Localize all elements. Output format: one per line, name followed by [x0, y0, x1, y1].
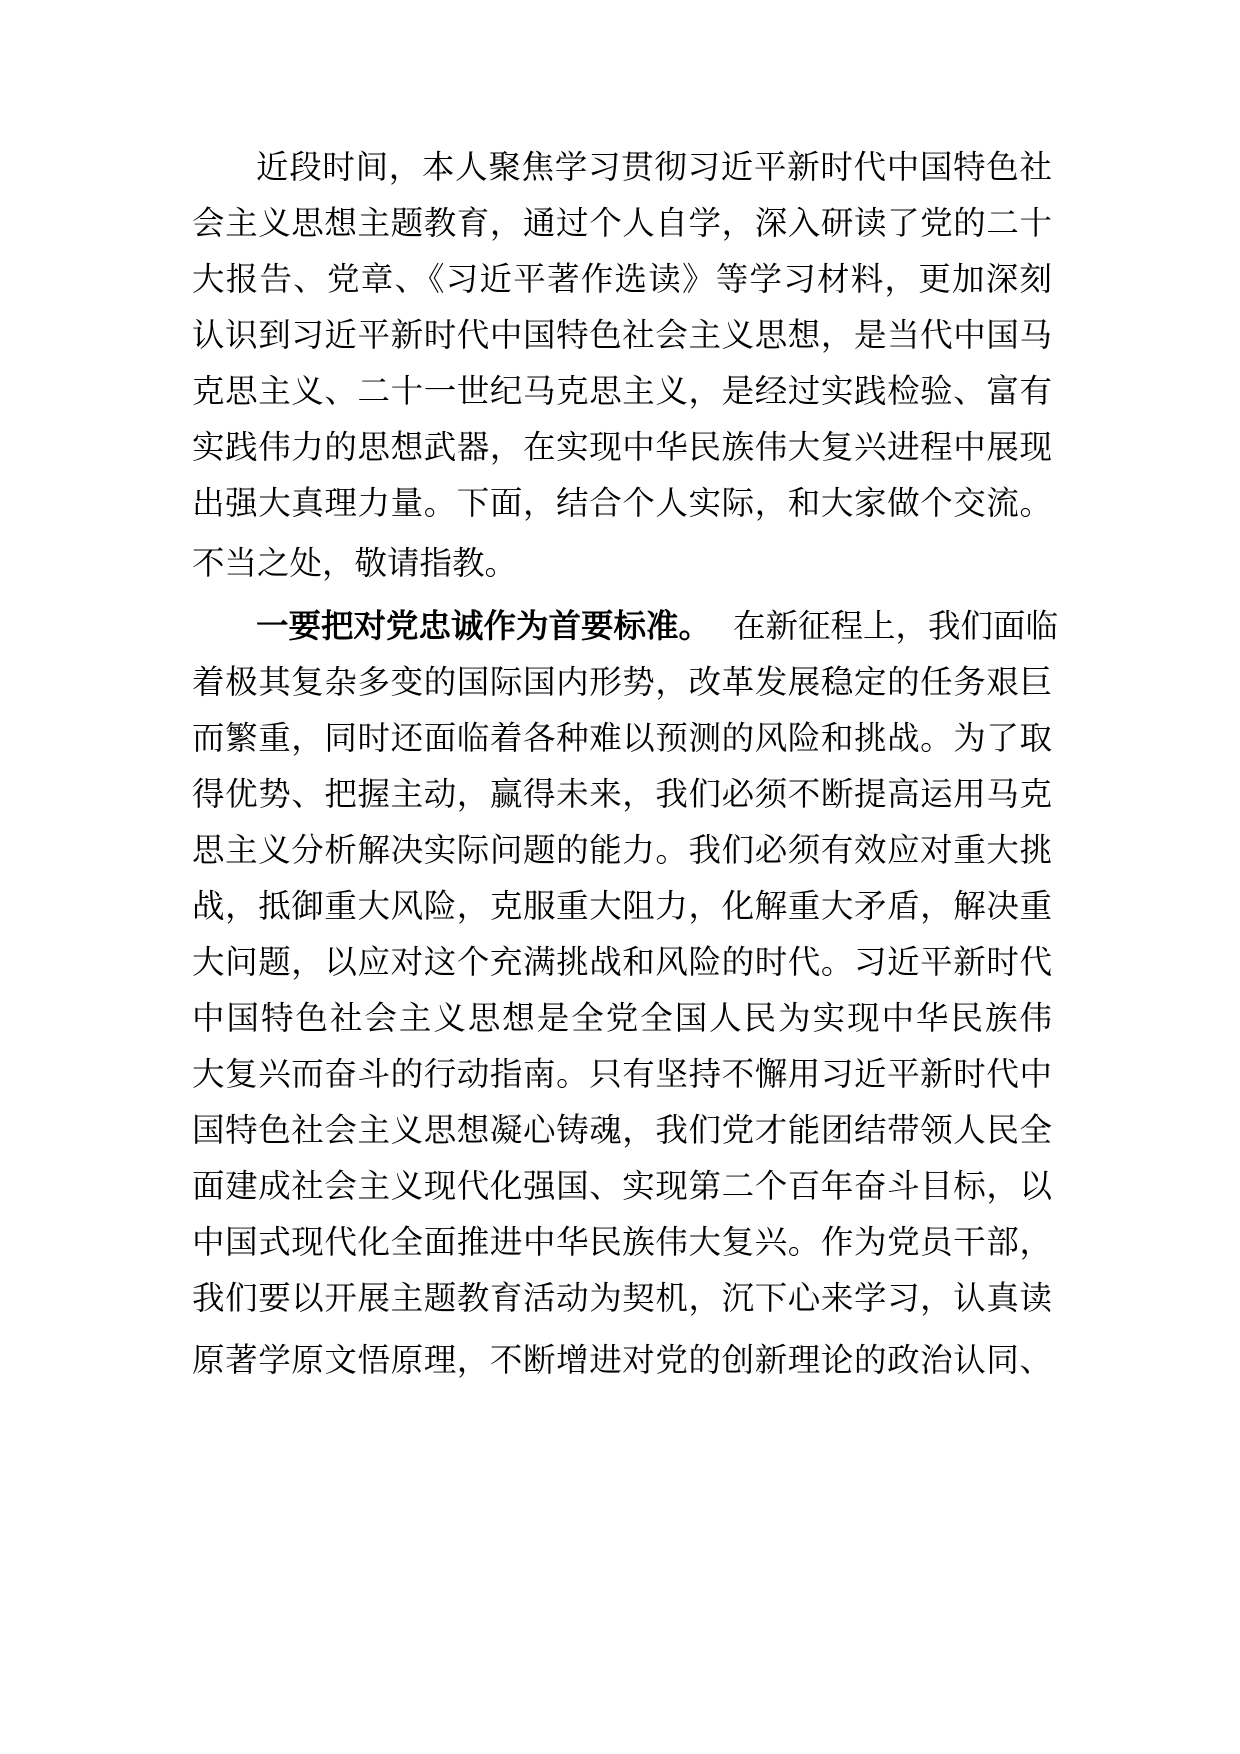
intro-line-6: 实践伟力的思想武器，在实现中华民族伟大复兴进程中展现 [192, 428, 1052, 466]
intro-line-8: 不当之处，敬请指教。 [192, 544, 518, 582]
section-one-first-line-text: 在新征程上，我们面临 [733, 607, 1059, 645]
section-one-heading: 一要把对党忠诚作为首要标准。 [256, 606, 712, 645]
section-one-line-14: 原著学原文悟原理，不断增进对党的创新理论的政治认同、 [192, 1341, 1052, 1379]
intro-line-4: 认识到习近平新时代中国特色社会主义思想，是当代中国马 [192, 316, 1052, 354]
intro-line-1: 近段时间，本人聚焦学习贯彻习近平新时代中国特色社 [256, 148, 1052, 186]
section-one-line-6: 战，抵御重大风险，克服重大阻力，化解重大矛盾，解决重 [192, 887, 1052, 925]
section-one-line-9: 大复兴而奋斗的行动指南。只有坚持不懈用习近平新时代中 [192, 1055, 1052, 1093]
section-one-line-4: 得优势、把握主动，赢得未来，我们必须不断提高运用马克 [192, 775, 1052, 813]
section-one-line-10: 国特色社会主义思想凝心铸魂，我们党才能团结带领人民全 [192, 1111, 1052, 1149]
section-one-line-5: 思主义分析解决实际问题的能力。我们必须有效应对重大挑 [192, 831, 1052, 869]
section-one-first-line [256, 598, 1059, 654]
section-one-line-12: 中国式现代化全面推进中华民族伟大复兴。作为党员干部， [192, 1223, 1052, 1261]
intro-line-7: 出强大真理力量。下面，结合个人实际，和大家做个交流。 [192, 484, 1052, 522]
section-one-line-3: 而繁重，同时还面临着各种难以预测的风险和挑战。为了取 [192, 719, 1052, 757]
section-one-line-8: 中国特色社会主义思想是全党全国人民为实现中华民族伟 [192, 999, 1052, 1037]
intro-line-5: 克思主义、二十一世纪马克思主义，是经过实践检验、富有 [192, 372, 1052, 410]
section-one-line-2: 着极其复杂多变的国际国内形势，改革发展稳定的任务艰巨 [192, 663, 1052, 701]
intro-line-2: 会主义思想主题教育，通过个人自学，深入研读了党的二十 [192, 204, 1052, 242]
section-one-line-7: 大问题，以应对这个充满挑战和风险的时代。习近平新时代 [192, 943, 1052, 981]
section-one-line-13: 我们要以开展主题教育活动为契机，沉下心来学习，认真读 [192, 1279, 1052, 1317]
intro-line-3: 大报告、党章、《习近平著作选读》等学习材料，更加深刻 [192, 260, 1052, 298]
section-one-line-11: 面建成社会主义现代化强国、实现第二个百年奋斗目标，以 [192, 1167, 1052, 1205]
